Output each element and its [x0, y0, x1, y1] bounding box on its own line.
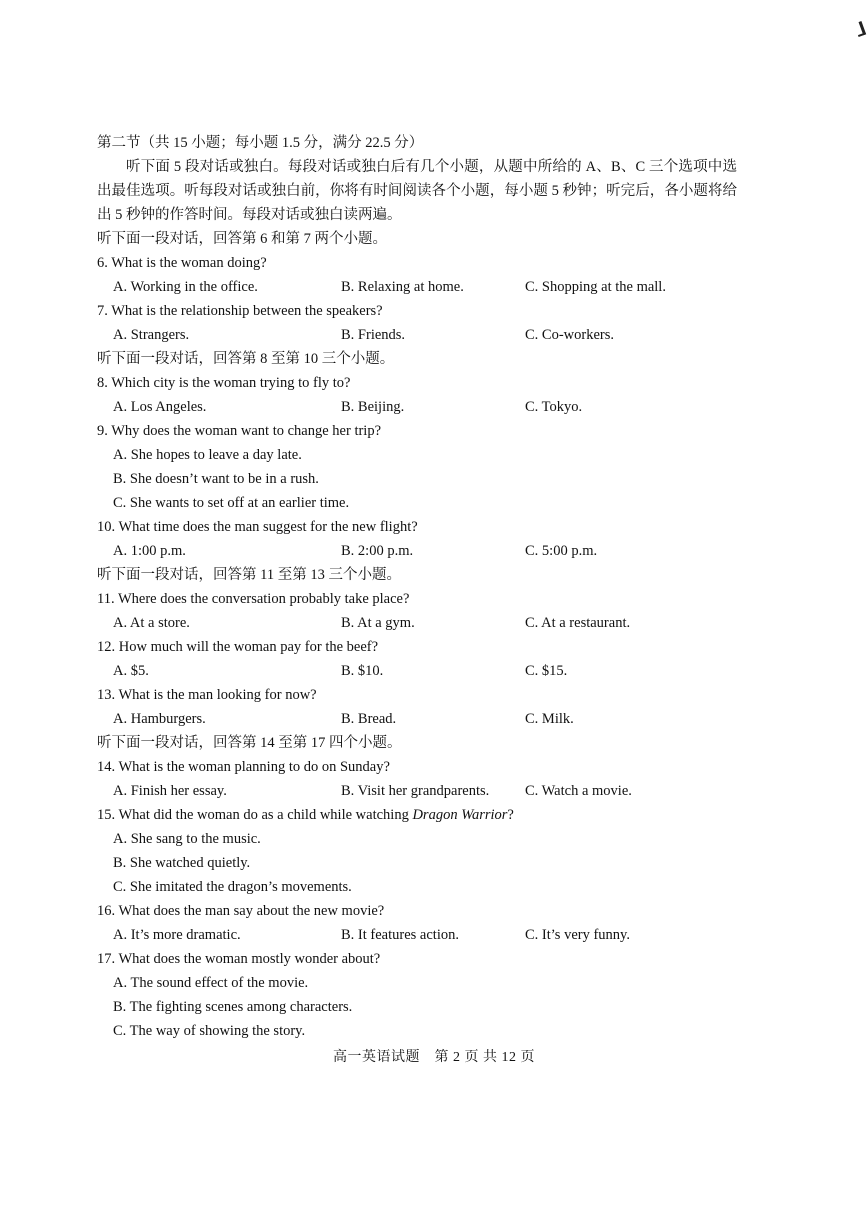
option-c: C. 5:00 p.m. [525, 543, 598, 559]
option-b: B. At a gym. [341, 615, 415, 631]
options-row [97, 539, 777, 563]
option-a: A. Hamburgers. [113, 711, 206, 727]
group-instruction: 听下面一段对话，回答第 14 至第 17 四个小题。 [97, 735, 402, 751]
question-13: 13. What is the man looking for now? [97, 687, 317, 703]
options-row [97, 395, 777, 419]
option-a: A. Working in the office. [113, 279, 258, 295]
option-a: A. 1:00 p.m. [113, 543, 186, 559]
option-a: A. At a store. [113, 615, 190, 631]
option-c: C. She wants to set off at an earlier time. [113, 495, 350, 511]
option-a: A. It’s more dramatic. [113, 927, 241, 943]
option-c: C. Tokyo. [525, 399, 583, 415]
question-9: 9. Why does the woman want to change her trip? [97, 423, 382, 439]
option-c: C. At a restaurant. [525, 615, 631, 631]
options-row [97, 707, 777, 731]
group-instruction: 听下面一段对话，回答第 8 至第 10 三个小题。 [97, 351, 395, 367]
movie-title: Dragon Warrior [412, 807, 508, 823]
question-12: 12. How much will the woman pay for the beef? [97, 639, 379, 655]
options-row [97, 779, 777, 803]
section-directions: 听下面 5 段对话或独白。每段对话或独白后有几个小题，从题中所给的 A、B、C 三个选项中选出最佳选项。听每段对话或独白前，你将有时间阅读各个小题，每小题 5 秒钟；听完后，各小题将给出 5 秒钟的作答时间。每段对话或独白读两遍。 [97, 159, 737, 223]
options-row [97, 659, 777, 683]
option-b: B. $10. [341, 663, 384, 679]
option-c: C. Milk. [525, 711, 574, 727]
option-b: B. Beijing. [341, 399, 405, 415]
corner-mark [854, 21, 866, 37]
option-c: C. The way of showing the story. [113, 1023, 306, 1039]
option-b: B. Relaxing at home. [341, 279, 464, 295]
question-6: 6. What is the woman doing? [97, 255, 267, 271]
option-b: B. Bread. [341, 711, 397, 727]
question-17: 17. What does the woman mostly wonder about? [97, 951, 381, 967]
section-title: 第二节（共 15 小题；每小题 1.5 分，满分 22.5 分） [97, 135, 424, 151]
option-c: C. She imitated the dragon’s movements. [113, 879, 352, 895]
option-a: A. The sound effect of the movie. [113, 975, 309, 991]
question-15-stem: 15. What did the woman do as a child while watching [97, 807, 413, 823]
option-b: B. She doesn’t want to be in a rush. [113, 471, 319, 487]
group-instruction: 听下面一段对话，回答第 11 至第 13 三个小题。 [97, 567, 401, 583]
question-7: 7. What is the relationship between the speakers? [97, 303, 383, 319]
option-c: C. Shopping at the mall. [525, 279, 666, 295]
option-b: B. The fighting scenes among characters. [113, 999, 353, 1015]
option-b: B. Friends. [341, 327, 406, 343]
question-8: 8. Which city is the woman trying to fly to? [97, 375, 351, 391]
question-15 [97, 803, 777, 827]
options-row [97, 923, 777, 947]
option-c: C. Co-workers. [525, 327, 615, 343]
options-row [97, 275, 777, 299]
option-a: A. Finish her essay. [113, 783, 227, 799]
page-footer: 高一英语试题 第 2 页 共 12 页 [333, 1050, 535, 1065]
option-b: B. Visit her grandparents. [341, 783, 490, 799]
option-b: B. 2:00 p.m. [341, 543, 414, 559]
option-c: C. It’s very funny. [525, 927, 630, 943]
options-row [97, 611, 777, 635]
question-15-end: ? [507, 807, 514, 823]
option-a: A. Strangers. [113, 327, 190, 343]
group-instruction: 听下面一段对话，回答第 6 和第 7 两个小题。 [97, 231, 387, 247]
option-a: A. She sang to the music. [113, 831, 261, 847]
options-row [97, 323, 777, 347]
question-11: 11. Where does the conversation probably take place? [97, 591, 410, 607]
listening-section [97, 131, 777, 1043]
option-a: A. $5. [113, 663, 149, 679]
option-b: B. She watched quietly. [113, 855, 251, 871]
option-a: A. She hopes to leave a day late. [113, 447, 302, 463]
question-16: 16. What does the man say about the new movie? [97, 903, 385, 919]
option-a: A. Los Angeles. [113, 399, 207, 415]
option-c: C. $15. [525, 663, 568, 679]
option-b: B. It features action. [341, 927, 459, 943]
question-10: 10. What time does the man suggest for the new flight? [97, 519, 418, 535]
question-14: 14. What is the woman planning to do on Sunday? [97, 759, 390, 775]
option-c: C. Watch a movie. [525, 783, 632, 799]
